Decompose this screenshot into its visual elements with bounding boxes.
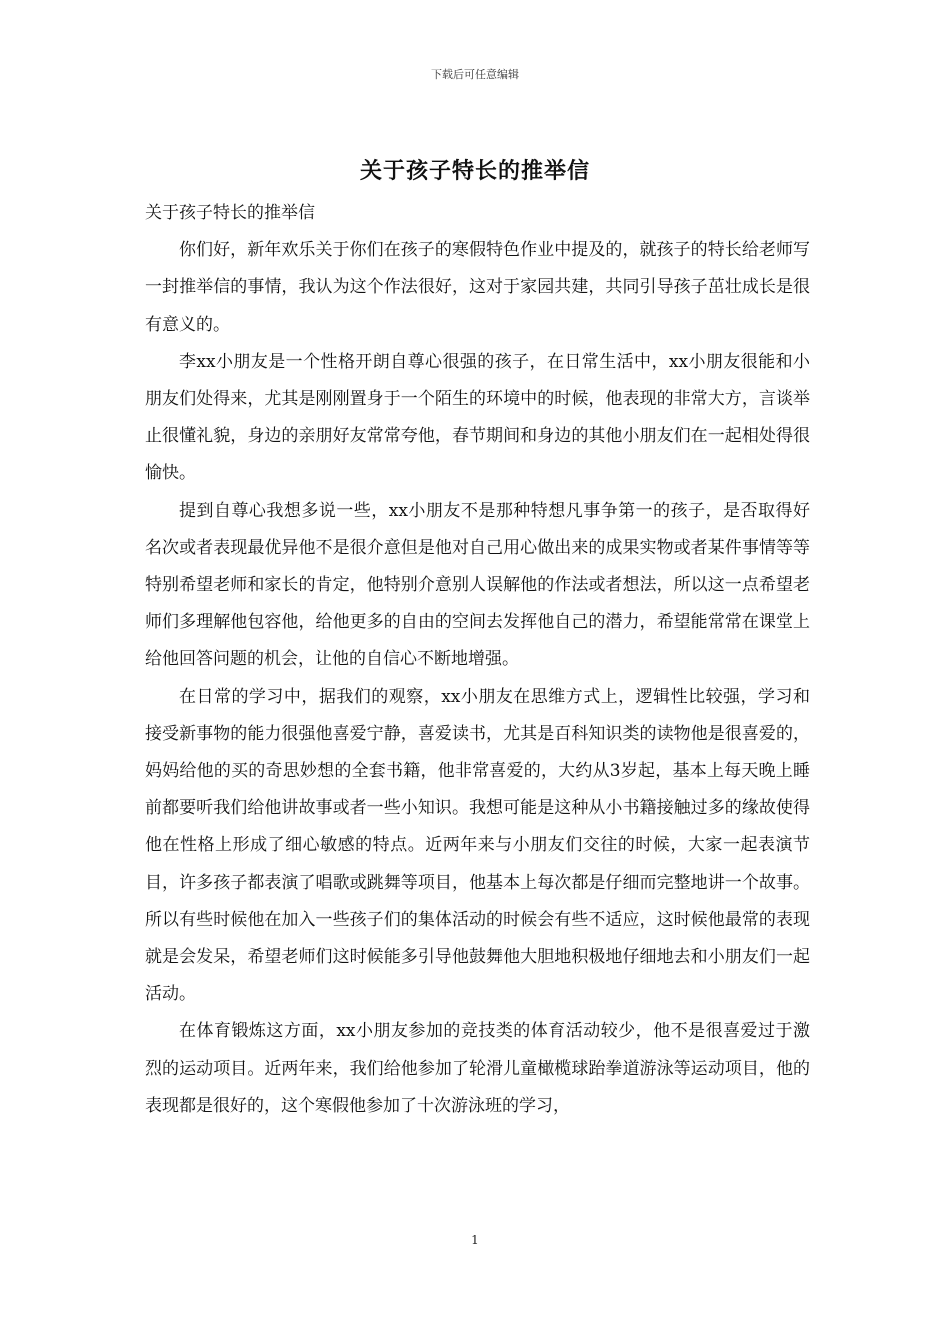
page-number: 1 bbox=[471, 1233, 479, 1247]
paragraph-learning: 在日常的学习中，据我们的观察，xx小朋友在思维方式上，逻辑性比较强，学习和接受新事物的能力很强他喜爱宁静，喜爱读书，尤其是百科知识类的读物他是很喜爱的，妈妈给他的买的奇思妙想的全套书籍，他非常喜爱的，大约从3岁起，基本上每天晚上睡前都要听我们给他讲故事或者一些小知识。我想可能是这种从小书籍接触过多的缘故使得他在性格上形成了细心敏感的特点。近两年来与小朋友们交往的时候，大家一起表演节目，许多孩子都表演了唱歌或跳舞等项目，他基本上每次都是仔细而完整地讲一个故事。所以有些时候他在加入一些孩子们的集体活动的时候会有些不适应，这时候他最常的表现就是会发呆，希望老师们这时候能多引导他鼓舞他大胆地积极地仔细地去和小朋友们一起活动。 bbox=[145, 686, 810, 1005]
paragraph-self-esteem: 提到自尊心我想多说一些，xx小朋友不是那种特想凡事争第一的孩子，是否取得好名次或者表现最优异他不是很介意但是他对自己用心做出来的成果实物或者某件事情等等特别希望老师和家长的肯定，他特别介意别人误解他的作法或者想法，所以这一点希望老师们多理解他包容他，给他更多的自由的空间去发挥他自己的潜力，希望能常常在课堂上给他回答问题的机会，让他的自信心不断地增强。 bbox=[145, 500, 810, 670]
document-body bbox=[145, 195, 810, 1125]
paragraph-personality: 李xx小朋友是一个性格开朗自尊心很强的孩子，在日常生活中，xx小朋友很能和小朋友们处得来，尤其是刚刚置身于一个陌生的环境中的时候，他表现的非常大方，言谈举止很懂礼貌，身边的亲朋好友常常夸他，春节期间和身边的其他小朋友们在一起相处得很愉快。 bbox=[145, 351, 810, 484]
document-title: 关于孩子特长的推举信 bbox=[359, 158, 590, 184]
paragraph-greeting: 你们好，新年欢乐关于你们在孩子的寒假特色作业中提及的，就孩子的特长给老师写一封推举信的事情，我认为这个作法很好，这对于家园共建，共同引导孩子茁壮成长是很有意义的。 bbox=[145, 240, 810, 335]
paragraph-sports: 在体育锻炼这方面，xx小朋友参加的竞技类的体育活动较少，他不是很喜爱过于激烈的运动项目。近两年来，我们给他参加了轮滑儿童橄榄球跆拳道游泳等运动项目，他的表现都是很好的，这个寒假他参加了十次游泳班的学习， bbox=[145, 1021, 810, 1116]
document-subtitle: 关于孩子特长的推举信 bbox=[145, 203, 315, 223]
header-note: 下载后可任意编辑 bbox=[431, 68, 519, 81]
